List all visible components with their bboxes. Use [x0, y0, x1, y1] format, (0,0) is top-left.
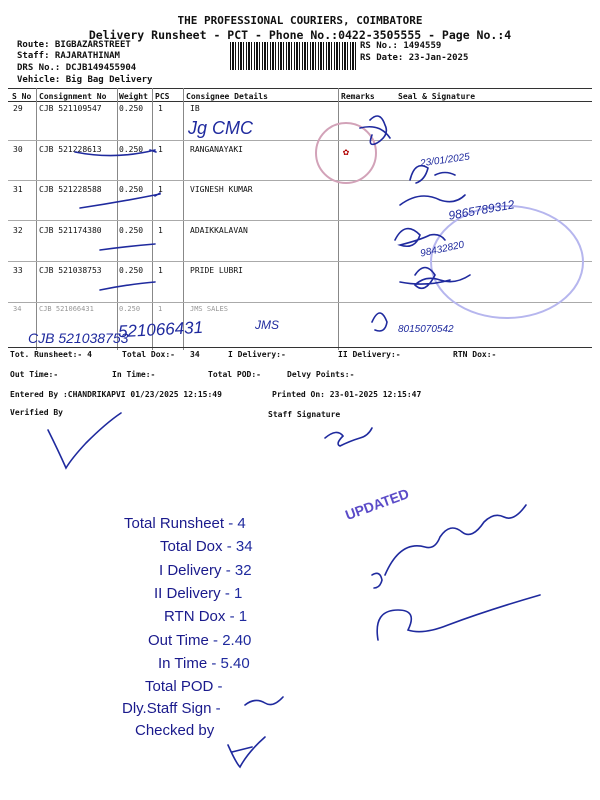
hw-checked-by [135, 722, 214, 739]
scribble-row32-mark [100, 244, 155, 250]
hw-total-pod-value: - [217, 678, 223, 695]
row-weight: 0.250 [119, 226, 144, 235]
row-pcs: 1 [158, 305, 163, 313]
rtn-dox-label: RTN Dox:- [453, 350, 497, 359]
delvy-points-label: Delvy Points:- [287, 370, 355, 379]
hw-i-delivery [159, 562, 252, 579]
summary-rule [8, 347, 592, 348]
hw-total-runsheet-label: Total Runsheet [124, 515, 225, 532]
rs-date: RS Date: 23-Jan-2025 [360, 53, 469, 63]
row-rule [8, 140, 592, 141]
col-divider [152, 88, 153, 350]
scribble-row33-mark [100, 282, 155, 290]
staff: Staff: RAJARATHINAM [17, 51, 120, 61]
hw-dly-staff-sign-value: - [215, 700, 221, 717]
hw-total-runsheet-value: - 4 [228, 515, 246, 532]
hw-checked-by-label: Checked by [135, 722, 215, 739]
row-consignment: CJB 521066431 [39, 305, 94, 313]
entered-by: Entered By :CHANDRIKAPVI 01/23/2025 12:15:49 [10, 390, 222, 399]
col-pcs: PCS [155, 92, 170, 101]
row-pcs: 1 [158, 266, 163, 275]
row-weight: 0.250 [119, 104, 144, 113]
hw-total-dox-value: - 34 [226, 538, 253, 555]
scribble-row30-mark [80, 193, 160, 208]
hw-in-time-value: - 5.40 [211, 655, 250, 672]
row-rule [8, 180, 592, 181]
row-sno: 33 [13, 266, 23, 275]
handwritten-cons: 521066431 [117, 317, 204, 342]
hw-total-runsheet [124, 515, 246, 532]
updated-stamp: UPDATED [343, 485, 412, 524]
hw-i-delivery-value: - 32 [225, 562, 252, 579]
col-weight: Weight [119, 92, 148, 101]
in-time-label: In Time:- [112, 370, 156, 379]
row-pcs: 1 [158, 226, 163, 235]
hw-ii-delivery-label: II Delivery [154, 585, 221, 602]
row-consignment: CJB 521109547 [39, 104, 102, 113]
handwritten-phone-2: 98432820 [419, 239, 466, 260]
row-weight: 0.250 [119, 305, 141, 313]
runsheet-title: Delivery Runsheet - PCT - Phone No.:0422-3505555 - Page No.:4 [88, 28, 512, 42]
row-consignment: CJB 521038753 [39, 266, 102, 275]
col-seal-signature: Seal & Signature [398, 92, 476, 101]
i-delivery-label: I Delivery:- [228, 350, 286, 359]
row-consignment: CJB 521228588 [39, 185, 102, 194]
hw-total-pod [145, 678, 223, 695]
staff-signature [325, 428, 372, 446]
handwritten-phone: 9865789312 [447, 197, 516, 223]
hw-in-time-label: In Time [158, 655, 208, 672]
handwritten-cons-2: CJB 521038753 [28, 330, 129, 346]
table-top-rule [8, 88, 592, 89]
row-consignee: RANGANAYAKI [190, 145, 243, 154]
out-time-label: Out Time:- [10, 370, 59, 379]
hw-dly-staff-sign-label: Dly.Staff Sign [122, 700, 212, 717]
col-consignee: Consignee Details [186, 92, 268, 101]
row-consignee: PRIDE LUBRI [190, 266, 243, 275]
row-consignee: IB [190, 104, 200, 113]
row-sno: 29 [13, 104, 23, 113]
col-divider [117, 88, 118, 350]
row-consignment: CJB 521174380 [39, 226, 102, 235]
tot-runsheet: Tot. Runsheet:- 4 [10, 350, 92, 359]
seal-stamp-red: ✿ [315, 122, 377, 184]
hw-out-time-label: Out Time [148, 632, 209, 649]
printed-on: Printed On: 23-01-2025 12:15:47 [272, 390, 422, 399]
hw-total-dox-label: Total Dox [160, 538, 223, 555]
hw-total-dox [160, 538, 253, 555]
dly-staff-signature [245, 697, 283, 705]
row-pcs: 1 [158, 185, 163, 194]
signature-row31 [400, 166, 465, 205]
row-pcs: 1 [158, 145, 163, 154]
col-sno: S No [12, 92, 32, 101]
handwritten-row29: Jg CMC [188, 118, 254, 138]
hw-dly-staff-sign [122, 700, 221, 717]
row-consignee: VIGNESH KUMAR [190, 185, 253, 194]
vehicle: Vehicle: Big Bag Delivery [17, 75, 153, 85]
hw-out-time-value: - 2.40 [213, 632, 252, 649]
staff-signature-label: Staff Signature [268, 410, 341, 419]
total-pod-label: Total POD:- [208, 370, 261, 379]
row-pcs: 1 [158, 104, 163, 113]
ii-delivery-label: II Delivery:- [338, 350, 401, 359]
hw-in-time [158, 655, 250, 672]
hw-ii-delivery [154, 585, 242, 602]
col-consignment: Consignment No [39, 92, 107, 101]
handwritten-jms: JMS [255, 318, 279, 332]
barcode [230, 42, 356, 70]
row-sno: 30 [13, 145, 23, 154]
manager-signature [372, 505, 526, 588]
col-divider [183, 88, 184, 350]
row-sno: 31 [13, 185, 23, 194]
hw-rtn-dox [164, 608, 247, 625]
manager-signature-flourish [377, 595, 540, 640]
col-divider [36, 88, 37, 350]
row-consignee: JMS SALES [190, 305, 228, 313]
col-remarks: Remarks [341, 92, 375, 101]
handwritten-phone-3: 8015070542 [398, 324, 454, 335]
row-sno: 32 [13, 226, 23, 235]
row-weight: 0.250 [119, 145, 144, 154]
handwritten-date: 23/01/2025 [419, 151, 471, 170]
row-weight: 0.250 [119, 266, 144, 275]
table-header-rule [8, 101, 592, 102]
rs-number: RS No.: 1494559 [360, 41, 442, 51]
hw-out-time [148, 632, 251, 649]
row-consignment: CJB 521228613 [39, 145, 102, 154]
company-name: THE PROFESSIONAL COURIERS, COIMBATORE [177, 14, 423, 27]
verified-by-label: Verified By [10, 408, 63, 417]
hw-ii-delivery-value: - 1 [224, 585, 243, 602]
row-weight: 0.250 [119, 185, 144, 194]
hw-rtn-dox-value: - 1 [229, 608, 248, 625]
total-dox-label: Total Dox:- [122, 350, 175, 359]
total-dox-value: 34 [190, 350, 200, 359]
hw-i-delivery-label: I Delivery [159, 562, 222, 579]
route: Route: BIGBAZARSTREET [17, 40, 131, 50]
checker-signature [228, 737, 265, 767]
hw-rtn-dox-label: RTN Dox [164, 608, 226, 625]
row-consignee: ADAIKKALAVAN [190, 226, 248, 235]
signature-row34 [372, 313, 387, 331]
drs-number: DRS No.: DCJB149455904 [17, 63, 137, 73]
hw-total-pod-label: Total POD [145, 678, 214, 695]
verified-signature [48, 413, 121, 468]
row-sno: 34 [13, 305, 22, 313]
